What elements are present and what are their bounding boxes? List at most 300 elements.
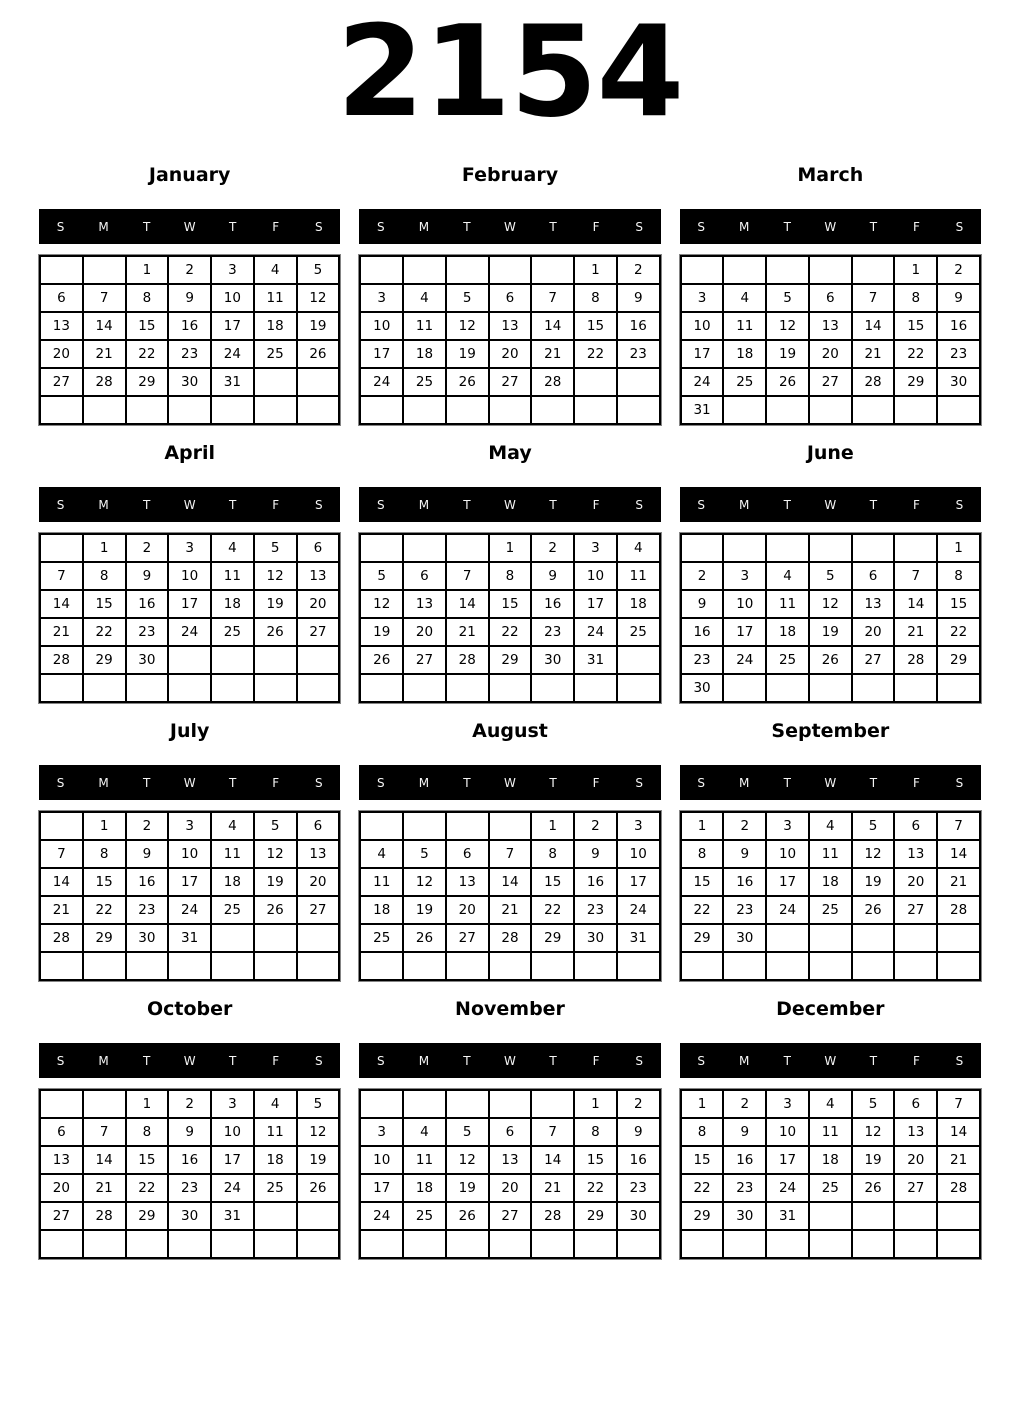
day-cell: 23: [723, 896, 766, 924]
day-cell: 6: [809, 284, 852, 312]
day-cell: 4: [617, 534, 660, 562]
day-cell: 25: [809, 896, 852, 924]
weekday-label: M: [739, 219, 750, 234]
day-cell: 28: [446, 646, 489, 674]
day-cell: 21: [489, 896, 532, 924]
day-cell: 20: [297, 590, 340, 618]
empty-day-cell: [809, 674, 852, 702]
day-cell: 14: [40, 868, 83, 896]
weekday-label: S: [635, 219, 643, 234]
day-cell: 19: [852, 868, 895, 896]
month-day-grid-body: [681, 256, 980, 424]
empty-day-cell: [40, 812, 83, 840]
day-cell: 2: [126, 812, 169, 840]
empty-day-cell: [360, 1230, 403, 1258]
month-day-grid: [39, 811, 340, 981]
day-cell: 9: [723, 1118, 766, 1146]
day-cell: 12: [254, 562, 297, 590]
empty-day-cell: [360, 812, 403, 840]
empty-day-cell: [40, 674, 83, 702]
weekday-header-row: [680, 487, 981, 522]
empty-day-cell: [937, 396, 980, 424]
empty-day-cell: [617, 396, 660, 424]
weekday-label: S: [955, 1053, 964, 1068]
day-cell: 27: [446, 924, 489, 952]
day-cell: 1: [489, 534, 532, 562]
day-cell: 3: [211, 1090, 254, 1118]
day-cell: 19: [852, 1146, 895, 1174]
weekday-label: T: [869, 1053, 878, 1068]
week-row: [681, 674, 980, 702]
week-row: [681, 618, 980, 646]
day-cell: 23: [168, 1174, 211, 1202]
weekday-label: M: [418, 219, 430, 234]
day-cell: 7: [83, 1118, 126, 1146]
week-row: [681, 1146, 980, 1174]
month-block: [359, 998, 660, 1259]
weekday-label: S: [635, 775, 643, 790]
day-cell: 30: [531, 646, 574, 674]
empty-day-cell: [168, 396, 211, 424]
empty-day-cell: [723, 1230, 766, 1258]
day-cell: 15: [937, 590, 980, 618]
weekday-header-row: [359, 1043, 660, 1078]
empty-day-cell: [126, 674, 169, 702]
day-cell: 5: [254, 534, 297, 562]
week-row: [40, 1146, 339, 1174]
day-cell: 18: [254, 312, 297, 340]
empty-day-cell: [211, 396, 254, 424]
day-cell: 10: [766, 1118, 809, 1146]
month-block: [39, 442, 340, 703]
day-cell: 28: [937, 896, 980, 924]
day-cell: 10: [574, 562, 617, 590]
week-row: [40, 368, 339, 396]
day-cell: 1: [681, 812, 724, 840]
day-cell: 2: [126, 534, 169, 562]
day-cell: 6: [446, 840, 489, 868]
day-cell: 4: [809, 1090, 852, 1118]
weekday-label: M: [98, 775, 109, 790]
day-cell: 20: [446, 896, 489, 924]
empty-day-cell: [723, 534, 766, 562]
day-cell: 24: [168, 896, 211, 924]
day-cell: 9: [168, 1118, 211, 1146]
month-day-grid-body: [40, 256, 339, 424]
day-cell: 4: [360, 840, 403, 868]
day-cell: 26: [446, 368, 489, 396]
week-row: [40, 312, 339, 340]
week-row: [360, 590, 659, 618]
day-cell: 13: [489, 1146, 532, 1174]
day-cell: 13: [809, 312, 852, 340]
weekday-label: M: [739, 1053, 750, 1068]
weekday-label: W: [824, 775, 837, 790]
empty-day-cell: [766, 674, 809, 702]
day-cell: 10: [617, 840, 660, 868]
empty-day-cell: [211, 674, 254, 702]
day-cell: 25: [723, 368, 766, 396]
week-row: [360, 1146, 659, 1174]
day-cell: 30: [126, 924, 169, 952]
day-cell: 2: [681, 562, 724, 590]
empty-day-cell: [809, 952, 852, 980]
empty-day-cell: [617, 646, 660, 674]
empty-day-cell: [574, 952, 617, 980]
day-cell: 25: [211, 896, 254, 924]
day-cell: 30: [617, 1202, 660, 1230]
empty-day-cell: [852, 1230, 895, 1258]
day-cell: 11: [617, 562, 660, 590]
empty-day-cell: [617, 674, 660, 702]
empty-day-cell: [809, 534, 852, 562]
day-cell: 15: [894, 312, 937, 340]
day-cell: 24: [168, 618, 211, 646]
month-day-grid: [359, 255, 660, 425]
weekday-label: W: [504, 497, 516, 512]
day-cell: 13: [297, 562, 340, 590]
day-cell: 7: [83, 284, 126, 312]
weekday-label: T: [549, 1053, 557, 1068]
week-row: [681, 396, 980, 424]
empty-day-cell: [617, 368, 660, 396]
day-cell: 10: [723, 590, 766, 618]
day-cell: 21: [40, 618, 83, 646]
day-cell: 16: [531, 590, 574, 618]
empty-day-cell: [489, 396, 532, 424]
week-row: [681, 1174, 980, 1202]
empty-day-cell: [894, 674, 937, 702]
weekday-label: W: [183, 219, 196, 234]
empty-day-cell: [254, 674, 297, 702]
week-row: [360, 840, 659, 868]
empty-day-cell: [852, 256, 895, 284]
week-row: [681, 868, 980, 896]
day-cell: 10: [681, 312, 724, 340]
day-cell: 15: [83, 590, 126, 618]
weekday-label: M: [418, 775, 430, 790]
day-cell: 6: [852, 562, 895, 590]
week-row: [40, 256, 339, 284]
empty-day-cell: [809, 924, 852, 952]
day-cell: 27: [852, 646, 895, 674]
empty-day-cell: [360, 674, 403, 702]
day-cell: 10: [360, 312, 403, 340]
day-cell: 29: [126, 1202, 169, 1230]
month-block: [359, 164, 660, 425]
day-cell: 25: [809, 1174, 852, 1202]
week-row: [360, 674, 659, 702]
empty-day-cell: [254, 924, 297, 952]
day-cell: 13: [40, 312, 83, 340]
day-cell: 24: [211, 340, 254, 368]
day-cell: 5: [852, 812, 895, 840]
day-cell: 3: [211, 256, 254, 284]
empty-day-cell: [40, 256, 83, 284]
empty-day-cell: [766, 396, 809, 424]
week-row: [40, 952, 339, 980]
day-cell: 31: [211, 368, 254, 396]
day-cell: 19: [809, 618, 852, 646]
day-cell: 2: [723, 1090, 766, 1118]
day-cell: 22: [681, 896, 724, 924]
day-cell: 23: [574, 896, 617, 924]
day-cell: 8: [681, 840, 724, 868]
weekday-label: T: [229, 1053, 237, 1068]
weekday-label: S: [56, 497, 65, 512]
month-block: [39, 720, 340, 981]
weekday-label: T: [549, 775, 557, 790]
day-cell: 1: [531, 812, 574, 840]
day-cell: 16: [126, 590, 169, 618]
week-row: [360, 1230, 659, 1258]
day-cell: 27: [40, 368, 83, 396]
week-row: [360, 284, 659, 312]
weekday-label: T: [229, 497, 237, 512]
day-cell: 11: [809, 1118, 852, 1146]
month-title: August: [472, 720, 548, 742]
empty-day-cell: [852, 952, 895, 980]
weekday-label: S: [635, 497, 643, 512]
empty-day-cell: [489, 952, 532, 980]
day-cell: 14: [937, 840, 980, 868]
day-cell: 26: [766, 368, 809, 396]
day-cell: 28: [83, 368, 126, 396]
empty-day-cell: [40, 952, 83, 980]
day-cell: 31: [617, 924, 660, 952]
week-row: [360, 1202, 659, 1230]
empty-day-cell: [489, 812, 532, 840]
weekday-header-row: [39, 1043, 340, 1078]
day-cell: 17: [574, 590, 617, 618]
empty-day-cell: [681, 256, 724, 284]
day-cell: 20: [809, 340, 852, 368]
weekday-label: W: [183, 497, 196, 512]
empty-day-cell: [403, 674, 446, 702]
day-cell: 13: [40, 1146, 83, 1174]
weekday-label: F: [272, 497, 280, 512]
weekday-label: S: [955, 775, 964, 790]
day-cell: 25: [403, 1202, 446, 1230]
day-cell: 26: [360, 646, 403, 674]
day-cell: 24: [574, 618, 617, 646]
day-cell: 14: [894, 590, 937, 618]
day-cell: 11: [403, 312, 446, 340]
day-cell: 2: [574, 812, 617, 840]
day-cell: 16: [168, 1146, 211, 1174]
weekday-label: S: [56, 775, 65, 790]
week-row: [40, 562, 339, 590]
day-cell: 3: [617, 812, 660, 840]
day-cell: 20: [489, 340, 532, 368]
day-cell: 7: [937, 812, 980, 840]
empty-day-cell: [489, 674, 532, 702]
day-cell: 30: [723, 1202, 766, 1230]
day-cell: 29: [489, 646, 532, 674]
week-row: [40, 924, 339, 952]
empty-day-cell: [211, 924, 254, 952]
empty-day-cell: [126, 1230, 169, 1258]
day-cell: 29: [894, 368, 937, 396]
day-cell: 15: [681, 1146, 724, 1174]
month-day-grid: [680, 811, 981, 981]
day-cell: 22: [83, 618, 126, 646]
day-cell: 12: [360, 590, 403, 618]
day-cell: 12: [254, 840, 297, 868]
day-cell: 23: [617, 1174, 660, 1202]
day-cell: 28: [531, 1202, 574, 1230]
day-cell: 5: [446, 284, 489, 312]
weekday-label: S: [955, 497, 964, 512]
day-cell: 24: [360, 368, 403, 396]
day-cell: 8: [937, 562, 980, 590]
day-cell: 12: [852, 1118, 895, 1146]
day-cell: 25: [254, 1174, 297, 1202]
empty-day-cell: [211, 646, 254, 674]
day-cell: 16: [617, 1146, 660, 1174]
empty-day-cell: [617, 952, 660, 980]
day-cell: 7: [894, 562, 937, 590]
weekday-label: T: [142, 497, 151, 512]
day-cell: 15: [681, 868, 724, 896]
day-cell: 8: [531, 840, 574, 868]
empty-day-cell: [809, 1230, 852, 1258]
day-cell: 2: [617, 1090, 660, 1118]
empty-day-cell: [254, 368, 297, 396]
empty-day-cell: [852, 1202, 895, 1230]
empty-day-cell: [403, 812, 446, 840]
day-cell: 24: [360, 1202, 403, 1230]
month-day-grid: [39, 533, 340, 703]
day-cell: 8: [489, 562, 532, 590]
weekday-label: S: [955, 219, 964, 234]
weekday-label: S: [314, 1053, 323, 1068]
day-cell: 12: [852, 840, 895, 868]
week-row: [40, 340, 339, 368]
day-cell: 24: [211, 1174, 254, 1202]
empty-day-cell: [937, 674, 980, 702]
empty-day-cell: [254, 646, 297, 674]
day-cell: 27: [894, 896, 937, 924]
day-cell: 19: [254, 590, 297, 618]
empty-day-cell: [297, 1230, 340, 1258]
empty-day-cell: [574, 368, 617, 396]
day-cell: 28: [531, 368, 574, 396]
month-block: [680, 720, 981, 981]
month-title: January: [148, 164, 231, 186]
empty-day-cell: [894, 1230, 937, 1258]
day-cell: 29: [83, 646, 126, 674]
empty-day-cell: [446, 256, 489, 284]
week-row: [360, 256, 659, 284]
day-cell: 20: [403, 618, 446, 646]
empty-day-cell: [766, 256, 809, 284]
day-cell: 12: [297, 284, 340, 312]
day-cell: 2: [937, 256, 980, 284]
day-cell: 21: [40, 896, 83, 924]
day-cell: 9: [574, 840, 617, 868]
day-cell: 29: [83, 924, 126, 952]
day-cell: 18: [809, 868, 852, 896]
day-cell: 23: [937, 340, 980, 368]
day-cell: 5: [403, 840, 446, 868]
weekday-label: T: [869, 497, 878, 512]
empty-day-cell: [40, 1090, 83, 1118]
day-cell: 1: [126, 256, 169, 284]
week-row: [40, 590, 339, 618]
weekday-label: T: [463, 1053, 471, 1068]
weekday-header-row: [359, 487, 660, 522]
day-cell: 19: [446, 1174, 489, 1202]
day-cell: 31: [168, 924, 211, 952]
day-cell: 4: [403, 284, 446, 312]
day-cell: 13: [297, 840, 340, 868]
day-cell: 11: [723, 312, 766, 340]
month-day-grid-body: [40, 534, 339, 702]
day-cell: 11: [766, 590, 809, 618]
day-cell: 16: [723, 1146, 766, 1174]
empty-day-cell: [360, 396, 403, 424]
day-cell: 9: [126, 562, 169, 590]
day-cell: 16: [723, 868, 766, 896]
week-row: [360, 1090, 659, 1118]
empty-day-cell: [937, 952, 980, 980]
week-row: [40, 812, 339, 840]
day-cell: 18: [809, 1146, 852, 1174]
day-cell: 8: [894, 284, 937, 312]
day-cell: 21: [894, 618, 937, 646]
day-cell: 11: [254, 1118, 297, 1146]
day-cell: 27: [403, 646, 446, 674]
day-cell: 6: [489, 284, 532, 312]
day-cell: 23: [531, 618, 574, 646]
day-cell: 5: [297, 1090, 340, 1118]
empty-day-cell: [83, 256, 126, 284]
day-cell: 28: [40, 646, 83, 674]
day-cell: 27: [297, 896, 340, 924]
day-cell: 14: [40, 590, 83, 618]
empty-day-cell: [40, 396, 83, 424]
day-cell: 15: [574, 1146, 617, 1174]
day-cell: 5: [297, 256, 340, 284]
day-cell: 9: [126, 840, 169, 868]
weekday-label: S: [635, 1053, 643, 1068]
day-cell: 21: [937, 1146, 980, 1174]
empty-day-cell: [894, 924, 937, 952]
day-cell: 7: [40, 840, 83, 868]
day-cell: 14: [446, 590, 489, 618]
day-cell: 8: [126, 1118, 169, 1146]
day-cell: 8: [126, 284, 169, 312]
empty-day-cell: [40, 534, 83, 562]
day-cell: 26: [297, 1174, 340, 1202]
weekday-header-row: [680, 765, 981, 800]
day-cell: 7: [937, 1090, 980, 1118]
day-cell: 22: [126, 340, 169, 368]
empty-day-cell: [403, 952, 446, 980]
week-row: [681, 1118, 980, 1146]
day-cell: 13: [489, 312, 532, 340]
empty-day-cell: [446, 534, 489, 562]
day-cell: 6: [297, 534, 340, 562]
empty-day-cell: [83, 1230, 126, 1258]
day-cell: 23: [168, 340, 211, 368]
day-cell: 22: [574, 340, 617, 368]
day-cell: 21: [83, 340, 126, 368]
day-cell: 8: [574, 1118, 617, 1146]
day-cell: 14: [489, 868, 532, 896]
weekday-label: S: [697, 775, 705, 790]
